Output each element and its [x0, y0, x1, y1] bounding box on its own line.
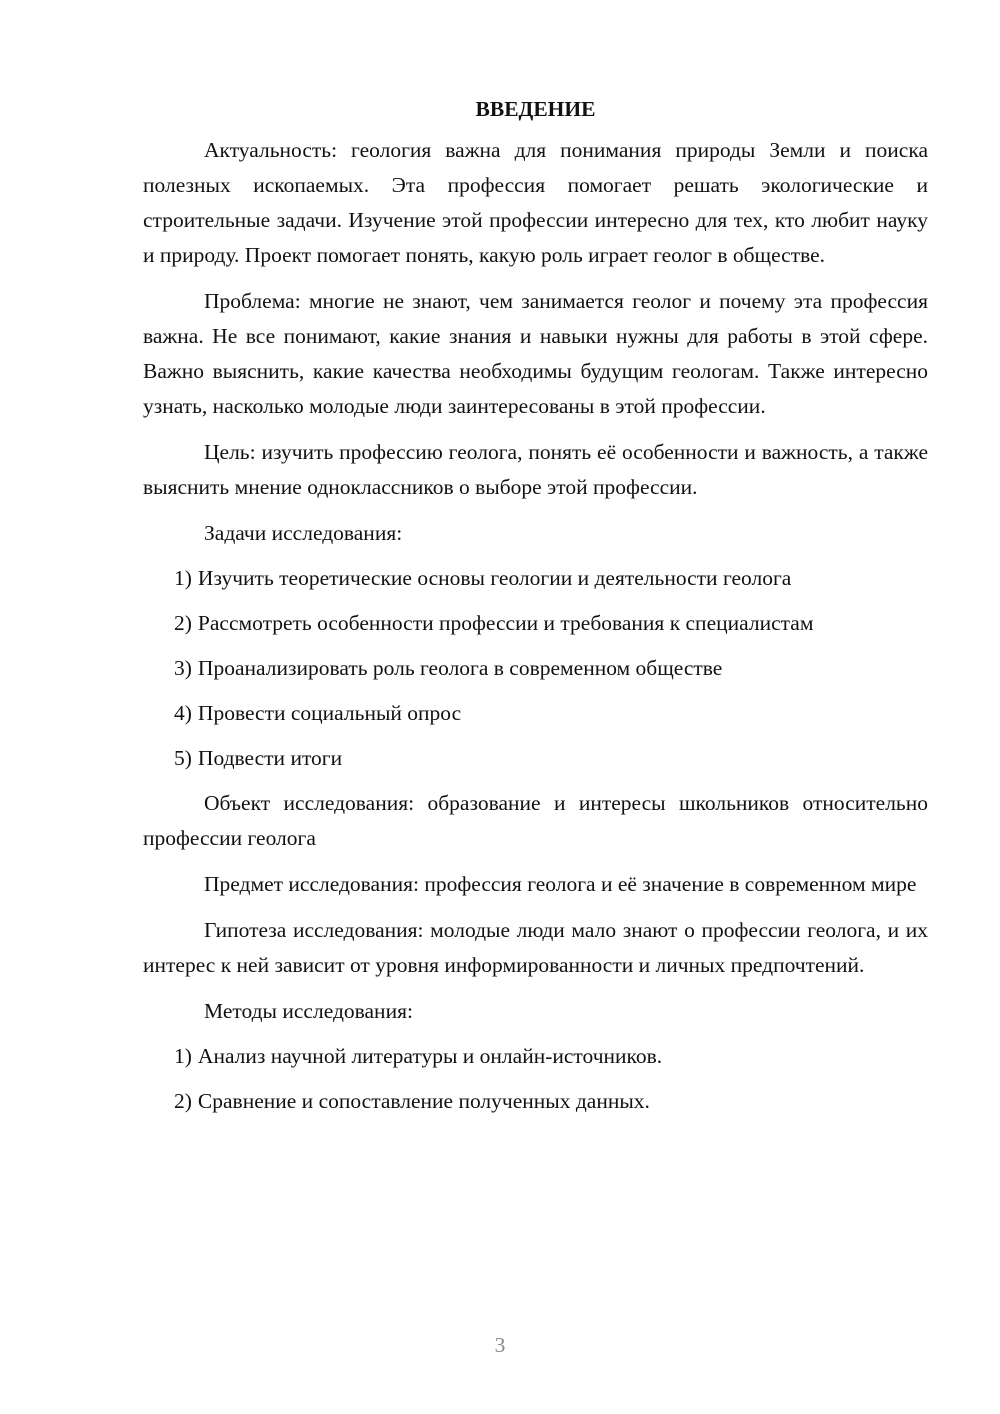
list-item: 2) Рассмотреть особенности профессии и требования к специалистам: [174, 611, 814, 635]
tasks-list: [143, 561, 928, 776]
tasks-heading: Задачи исследования:: [204, 521, 403, 545]
paragraph-goal: Цель: изучить профессию геолога, понять её особенности и важность, а также выяснить мнение одноклассников о выборе этой профессии.: [143, 440, 928, 499]
list-item: 2) Сравнение и сопоставление полученных данных.: [174, 1089, 650, 1113]
methods-heading: Методы исследования:: [204, 999, 413, 1023]
paragraph-object: Объект исследования: образование и интересы школьников относительно профессии геолога: [143, 791, 928, 850]
page-number: 3: [494, 1333, 506, 1357]
list-item: 1) Анализ научной литературы и онлайн-источников.: [174, 1044, 663, 1068]
paragraph-problem: Проблема: многие не знают, чем занимается геолог и почему эта профессия важна. Не все понимают, какие знания и навыки нужны для работы в этой сфере. Важно выяснить, какие качества необходимы будущим геологам. Также интересно узнать, насколько молодые люди заинтересованы в этой профессии.: [143, 289, 928, 418]
paragraph-relevance: Актуальность: геология важна для понимания природы Земли и поиска полезных ископаемых. Эта профессия помогает решать экологические и строительные задачи. Изучение этой профессии интересно для тех, кто любит науку и природу. Проект помогает понять, какую роль играет геолог в обществе.: [143, 138, 928, 267]
paragraph-subject: Предмет исследования: профессия геолога и её значение в современном мире: [204, 872, 917, 896]
list-item: 3) Проанализировать роль геолога в современном обществе: [174, 656, 723, 680]
page-content: [143, 92, 928, 1129]
methods-list: [143, 1039, 928, 1119]
list-item: 1) Изучить теоретические основы геологии и деятельности геолога: [174, 566, 792, 590]
list-item: 5) Подвести итоги: [174, 746, 343, 770]
paragraph-hypothesis: Гипотеза исследования: молодые люди мало знают о профессии геолога, и их интерес к ней зависит от уровня информированности и личных предпочтений.: [143, 918, 928, 977]
list-item: 4) Провести социальный опрос: [174, 701, 462, 725]
page-title: ВВЕДЕНИЕ: [475, 97, 596, 121]
